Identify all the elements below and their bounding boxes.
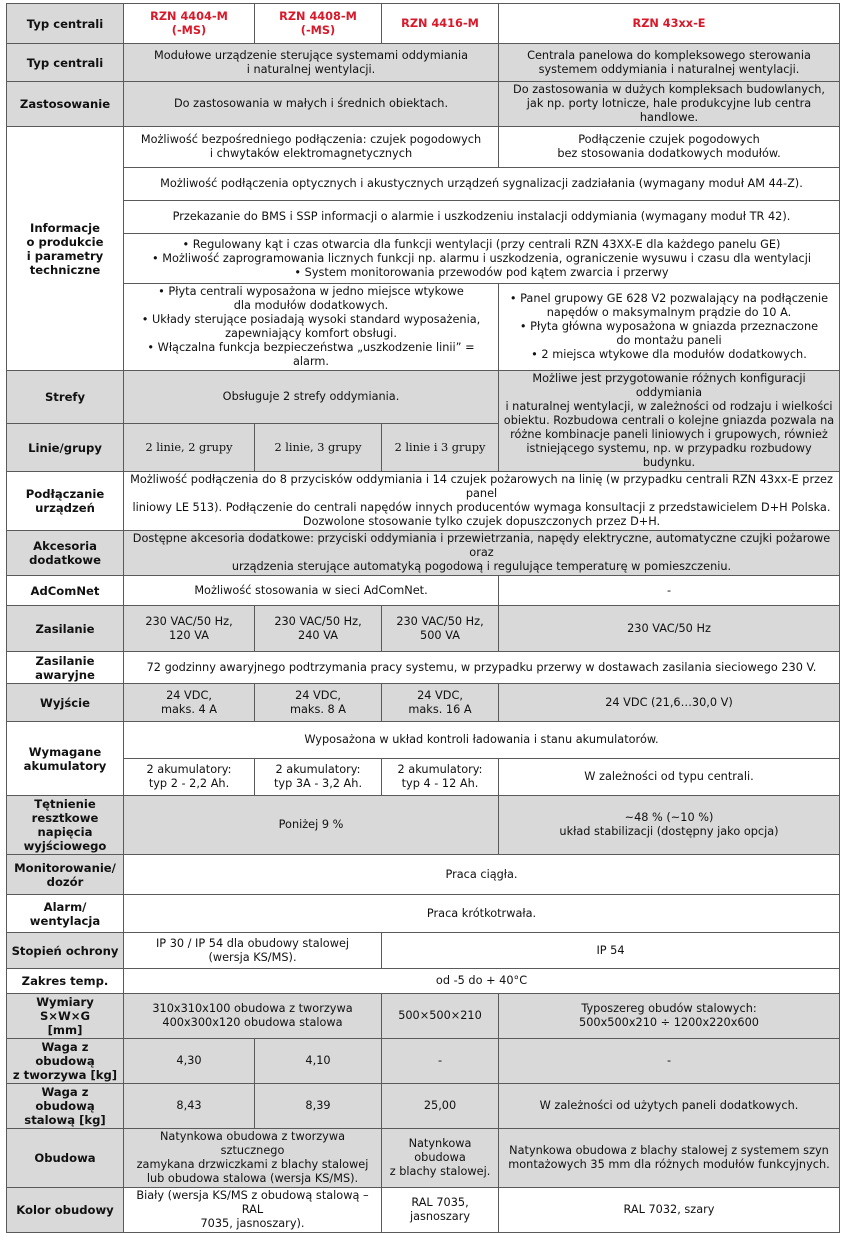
- cell-4404: 230 VAC/50 Hz, 120 VA: [124, 606, 255, 652]
- cell-modular: Obsługuje 2 strefy oddymiania.: [124, 371, 499, 424]
- model-rzn-43xx: RZN 43xx-E: [499, 4, 840, 44]
- cell-all: Możliwość podłączenia optycznych i akustycznych urządzeń sygnalizacji zadziałania (wymagany moduł AM 44-Z).: [124, 168, 840, 201]
- cell-4404: 24 VDC, maks. 4 A: [124, 684, 255, 722]
- model-rzn-4404: RZN 4404-M (-MS): [124, 4, 255, 44]
- cell-panel: -: [499, 576, 840, 606]
- row-label: Obudowa: [7, 1129, 124, 1188]
- model-rzn-4416: RZN 4416-M: [382, 4, 499, 44]
- cell-4408: 2 linie, 3 grupy: [255, 424, 382, 472]
- row-adcomnet: [7, 576, 840, 606]
- cell-4404: 2 linie, 2 grupy: [124, 424, 255, 472]
- cell-all: Przekazanie do BMS i SSP informacji o alarmie i uszkodzeniu instalacji oddymiania (wymagany moduł TR 42).: [124, 201, 840, 234]
- cell-all: Możliwość podłączenia do 8 przycisków oddymiania i 14 czujek pożarowych na linię (w przypadku centrali RZN 43xx-E przez panel liniowy LE 513). Podłączenie do centrali napędów innych producentów wymaga konsultacji z przedstawicielem D+H Polska. Dozwolone stosowanie tylko czujek dopuszczonych przez D+H.: [124, 472, 840, 531]
- cell-4404-4408: 310x310x100 obudowa z tworzywa 400x300x120 obudowa stalowa: [124, 994, 382, 1039]
- row-wyjscie: [7, 684, 840, 722]
- cell-all: Dostępne akcesoria dodatkowe: przyciski oddymiania i przewietrzania, napędy elektryczne, automatyczne czujki pożarowe oraz urządzenia sterujące automatyką pogodową i regulujące temperaturę w pomieszczeniu.: [124, 531, 840, 576]
- row-label: Alarm/ wentylacja: [7, 895, 124, 933]
- cell-4416: 2 akumulatory: typ 4 - 12 Ah.: [382, 759, 499, 796]
- cell-modular: Możliwość bezpośredniego podłączenia: czujek pogodowych i chwytaków elektromagnetycznych: [124, 127, 499, 168]
- header-label: Typ centrali: [7, 4, 124, 44]
- cell-modular: Poniżej 9 %: [124, 796, 499, 855]
- row-waga-stalowa: [7, 1084, 840, 1129]
- row-obudowa: [7, 1129, 840, 1188]
- cell-panel: Centrala panelowa do kompleksowego sterowania systemem oddymiania i naturalnej wentylacji.: [499, 44, 840, 82]
- cell-4404: 4,30: [124, 1039, 255, 1084]
- cell-panel: ~48 % (~10 %) układ stabilizacji (dostępny jako opcja): [499, 796, 840, 855]
- cell-panel: Do zastosowania w dużych kompleksach budowlanych, jak np. porty lotnicze, hale produkcyjne lub centra handlowe.: [499, 82, 840, 127]
- row-label: Waga z obudową stalową [kg]: [7, 1084, 124, 1129]
- row-label: Wymiary S×W×G [mm]: [7, 994, 124, 1039]
- row-label: Wyjście: [7, 684, 124, 722]
- cell-4416: 25,00: [382, 1084, 499, 1129]
- row-typ-centrali: [7, 44, 840, 82]
- row-label: Zasilanie: [7, 606, 124, 652]
- cell-panel: 24 VDC (21,6…30,0 V): [499, 684, 840, 722]
- cell-4408: 8,39: [255, 1084, 382, 1129]
- row-informacje-3: [7, 201, 840, 234]
- cell-panel: Podłączenie czujek pogodowych bez stosowania dodatkowych modułów.: [499, 127, 840, 168]
- cell-panel: Możliwe jest przygotowanie różnych konfiguracji oddymiania i naturalnej wentylacji, w zależności od rodzaju i wielkości obiektu. Rozbudowa centrali o kolejne gniazda pozwala na różne kombinacje paneli liniowych i grupowych, również istniejącego systemu, np. w przypadku rozbudowy budynku.: [499, 371, 840, 472]
- row-label: Strefy: [7, 371, 124, 424]
- cell-modular: Do zastosowania w małych i średnich obiektach.: [124, 82, 499, 127]
- cell-modular: IP 30 / IP 54 dla obudowy stalowej (wersja KS/MS).: [124, 933, 382, 969]
- cell-all: • Regulowany kąt i czas otwarcia dla funkcji wentylacji (przy centrali RZN 43XX-E dla każdego panelu GE) • Możliwość zaprogramowania licznych funkcji np. alarmu i uszkodzenia, ograniczenie wysuwu i czasu dla wentylacji • System monitorowania przewodów pod kątem zwarcia i przerwy: [124, 234, 840, 284]
- row-informacje: [7, 127, 840, 168]
- row-label: Tętnienie resztkowe napięcia wyjściowego: [7, 796, 124, 855]
- row-akumulatory: [7, 722, 840, 759]
- row-label: Linie/grupy: [7, 424, 124, 472]
- row-waga-tworzywo: [7, 1039, 840, 1084]
- cell-4408: 24 VDC, maks. 8 A: [255, 684, 382, 722]
- row-kolor-obudowy: [7, 1188, 840, 1233]
- cell-4416: 230 VAC/50 Hz, 500 VA: [382, 606, 499, 652]
- cell-all: Praca ciągła.: [124, 855, 840, 895]
- cell-4404-4408: Natynkowa obudowa z tworzywa sztucznego zamykana drzwiczkami z blachy stalowej lub obudowa stalowa (wersja KS/MS).: [124, 1129, 382, 1188]
- cell-4416: -: [382, 1039, 499, 1084]
- row-monitorowanie: [7, 855, 840, 895]
- cell-panel: • Panel grupowy GE 628 V2 pozwalający na podłączenie napędów o maksymalnym prądzie do 10 A. • Płyta główna wyposażona w gniazda przeznaczone do montażu paneli • 2 miejsca wtykowe dla modułów dodatkowych.: [499, 284, 840, 371]
- row-label: Wymagane akumulatory: [7, 722, 124, 796]
- cell-4408: 2 akumulatory: typ 3A - 3,2 Ah.: [255, 759, 382, 796]
- row-informacje-5: [7, 284, 840, 371]
- row-stopien-ochrony: [7, 933, 840, 969]
- row-zastosowanie: [7, 82, 840, 127]
- cell-4416: 24 VDC, maks. 16 A: [382, 684, 499, 722]
- cell-4416: 2 linie i 3 grupy: [382, 424, 499, 472]
- cell-panel: -: [499, 1039, 840, 1084]
- cell-panel: Natynkowa obudowa z blachy stalowej z systemem szyn montażowych 35 mm dla różnych modułów funkcyjnych.: [499, 1129, 840, 1188]
- cell-modular: • Płyta centrali wyposażona w jedno miejsce wtykowe dla modułów dodatkowych. • Układy sterujące posiadają wysoki standard wyposażenia, zapewniający komfort obsługi. • Włączalna funkcja bezpieczeństwa „uszkodzenie linii” = alarm.: [124, 284, 499, 371]
- cell-panel: RAL 7032, szary: [499, 1188, 840, 1233]
- row-label: Informacje o produkcie i parametry techniczne: [7, 127, 124, 371]
- cell-4404: 8,43: [124, 1084, 255, 1129]
- cell-modular: Możliwość stosowania w sieci AdComNet.: [124, 576, 499, 606]
- row-label: Zastosowanie: [7, 82, 124, 127]
- cell-panel: IP 54: [382, 933, 840, 969]
- cell-all: od -5 do + 40°C: [124, 969, 840, 994]
- cell-all: 72 godzinny awaryjnego podtrzymania pracy systemu, w przypadku przerwy w dostawach zasilania sieciowego 230 V.: [124, 652, 840, 684]
- cell-4408: 230 VAC/50 Hz, 240 VA: [255, 606, 382, 652]
- cell-4416: RAL 7035, jasnoszary: [382, 1188, 499, 1233]
- row-zakres-temp: [7, 969, 840, 994]
- spec-table: [6, 3, 840, 1233]
- cell-panel: W zależności od użytych paneli dodatkowych.: [499, 1084, 840, 1129]
- cell-modular: Modułowe urządzenie sterujące systemami oddymiania i naturalnej wentylacji.: [124, 44, 499, 82]
- row-label: Stopień ochrony: [7, 933, 124, 969]
- header-row: [7, 4, 840, 44]
- cell-panel: 230 VAC/50 Hz: [499, 606, 840, 652]
- row-label: Akcesoria dodatkowe: [7, 531, 124, 576]
- cell-panel: Typoszereg obudów stalowych: 500x500x210 ÷ 1200x220x600: [499, 994, 840, 1039]
- row-label: Kolor obudowy: [7, 1188, 124, 1233]
- row-label: Podłączanie urządzeń: [7, 472, 124, 531]
- row-informacje-4: [7, 234, 840, 284]
- row-zasilanie: [7, 606, 840, 652]
- row-akumulatory-2: [7, 759, 840, 796]
- cell-all: Wyposażona w układ kontroli ładowania i stanu akumulatorów.: [124, 722, 840, 759]
- row-zasilanie-awaryjne: [7, 652, 840, 684]
- row-strefy: [7, 371, 840, 424]
- cell-4416: Natynkowa obudowa z blachy stalowej.: [382, 1129, 499, 1188]
- row-informacje-2: [7, 168, 840, 201]
- row-wymiary: [7, 994, 840, 1039]
- row-label: Monitorowanie/ dozór: [7, 855, 124, 895]
- row-tetnienie: [7, 796, 840, 855]
- cell-all: Praca krótkotrwała.: [124, 895, 840, 933]
- row-label: Zasilanie awaryjne: [7, 652, 124, 684]
- cell-4404-4408: Biały (wersja KS/MS z obudową stalową – RAL 7035, jasnoszary).: [124, 1188, 382, 1233]
- model-rzn-4408: RZN 4408-M (-MS): [255, 4, 382, 44]
- row-label: Zakres temp.: [7, 969, 124, 994]
- cell-panel: W zależności od typu centrali.: [499, 759, 840, 796]
- row-alarm: [7, 895, 840, 933]
- row-label: Typ centrali: [7, 44, 124, 82]
- cell-4416: 500×500×210: [382, 994, 499, 1039]
- row-label: AdComNet: [7, 576, 124, 606]
- row-akcesoria: [7, 531, 840, 576]
- row-label: Waga z obudową z tworzywa [kg]: [7, 1039, 124, 1084]
- cell-4404: 2 akumulatory: typ 2 - 2,2 Ah.: [124, 759, 255, 796]
- cell-4408: 4,10: [255, 1039, 382, 1084]
- row-podlaczanie: [7, 472, 840, 531]
